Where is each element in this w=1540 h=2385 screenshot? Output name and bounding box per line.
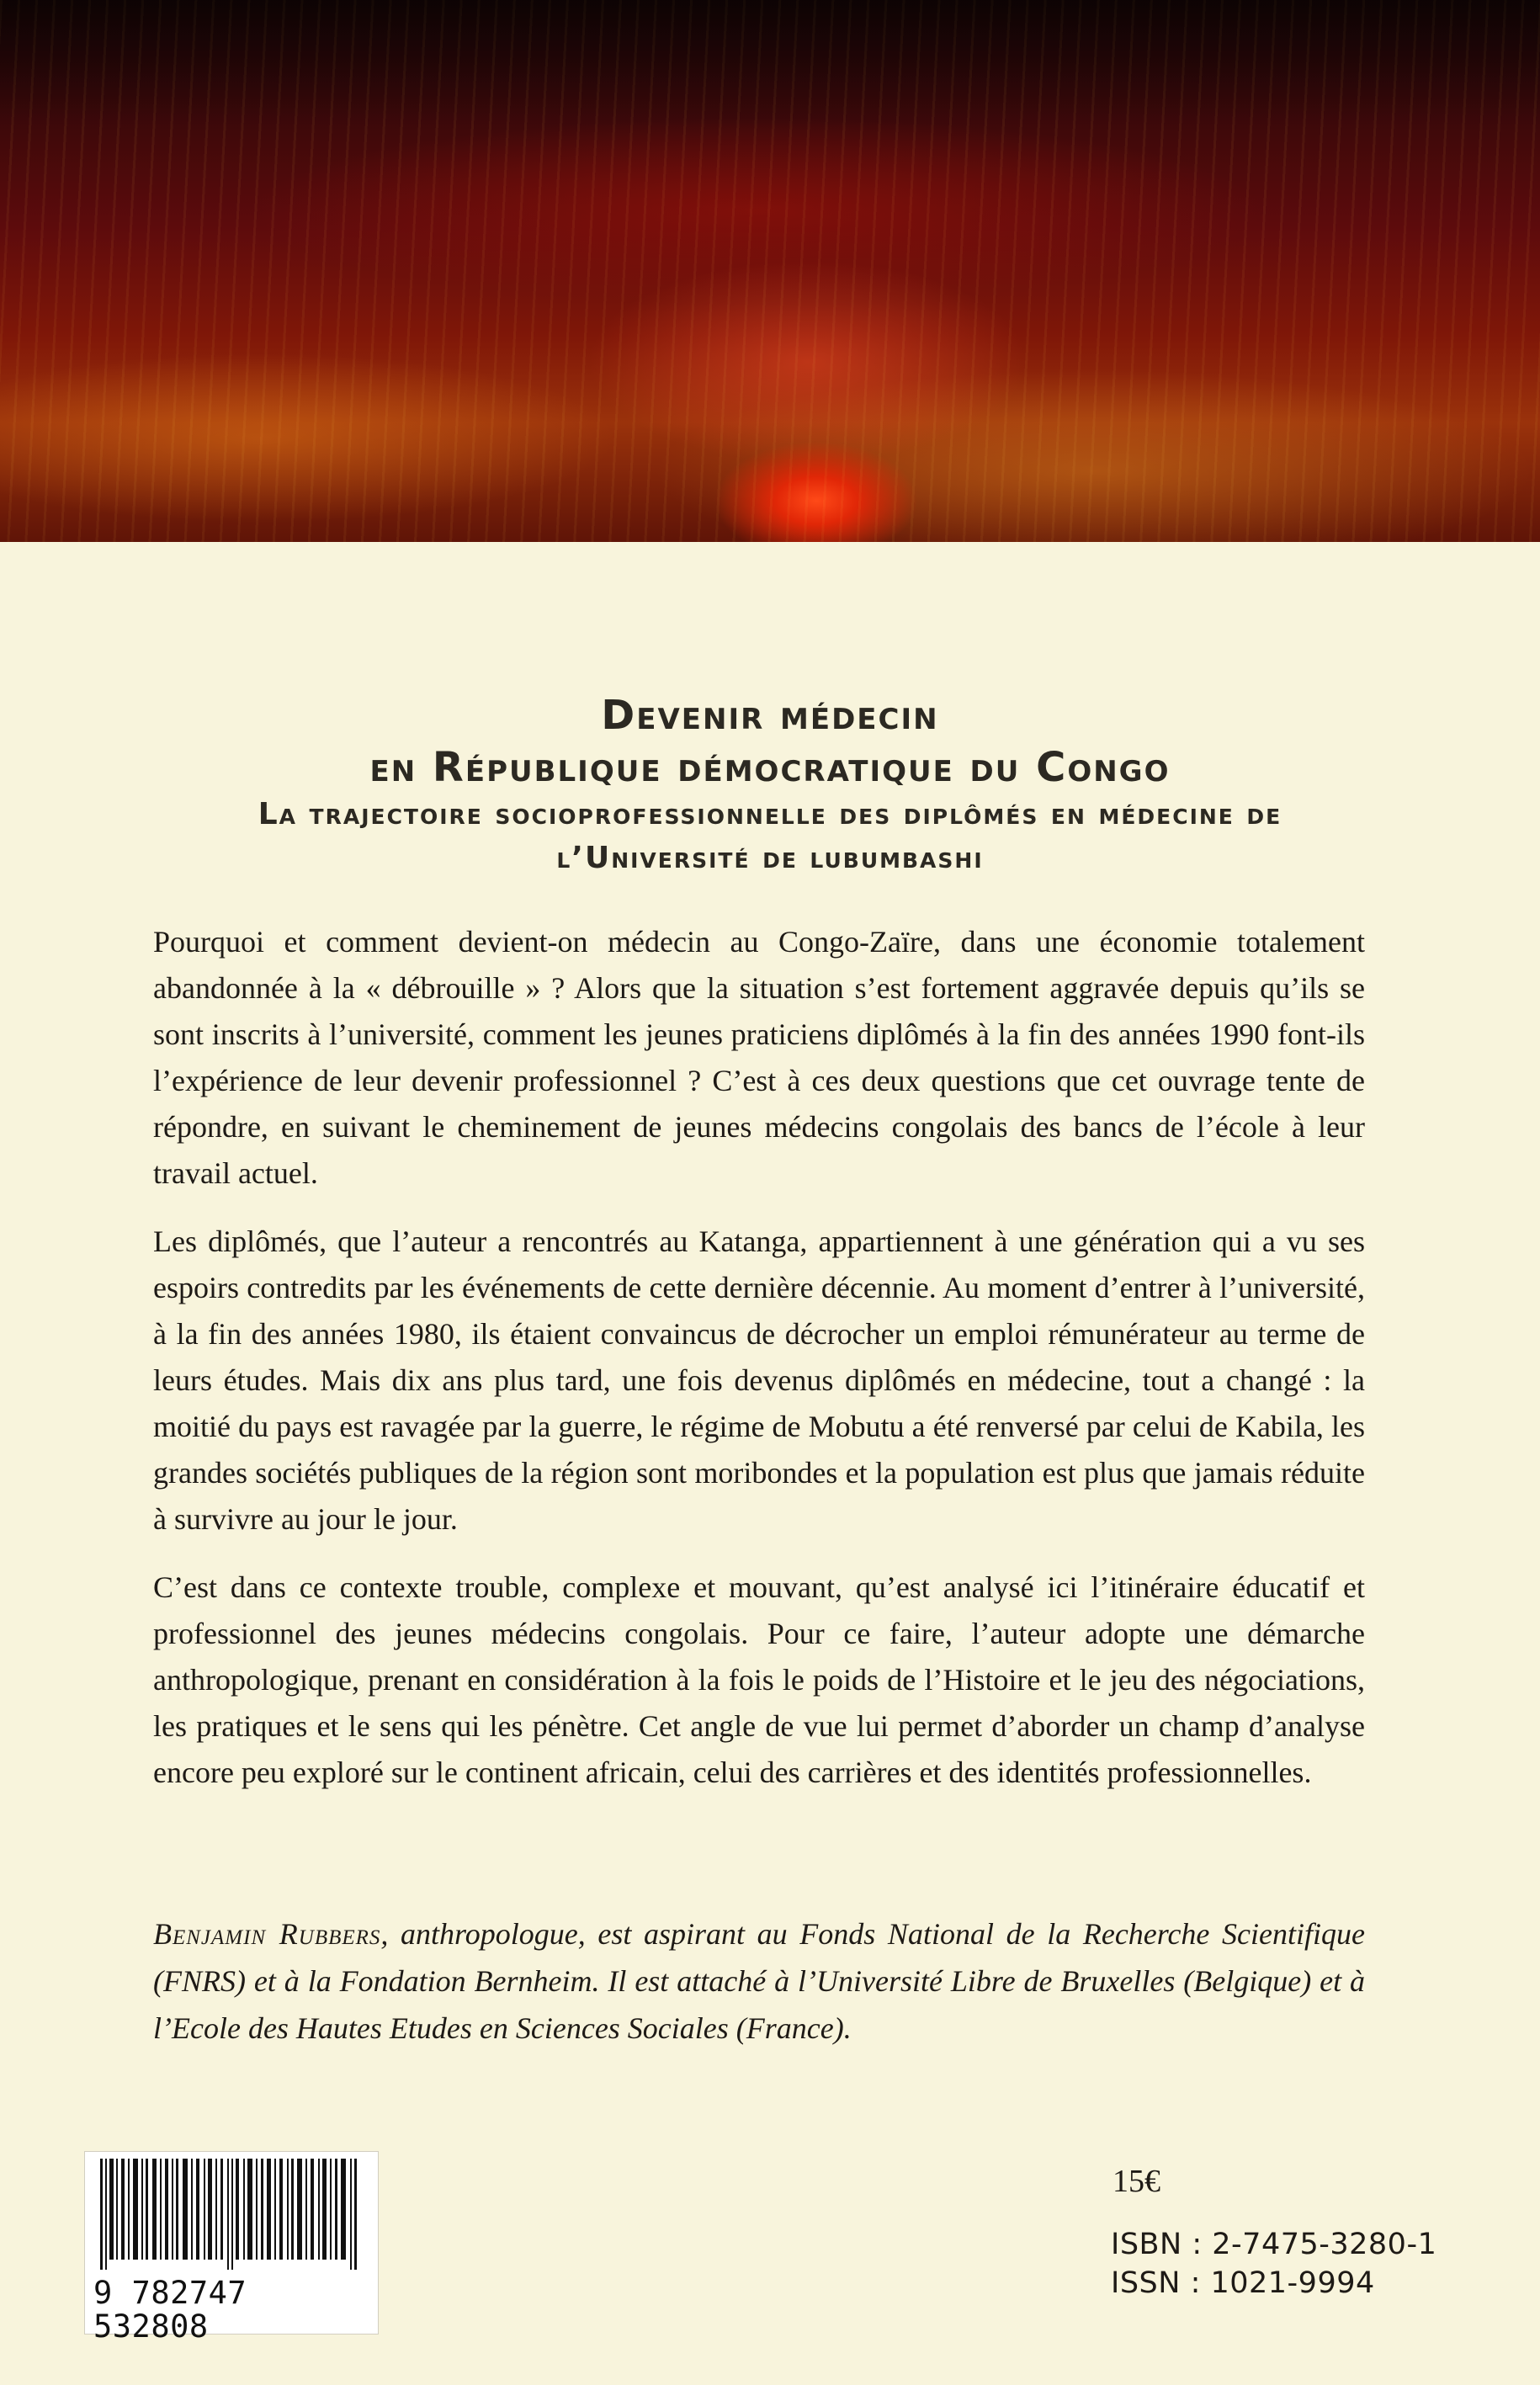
book-description [153, 919, 1365, 1818]
issn: ISSN : 1021-9994 [1111, 2266, 1375, 2300]
description-paragraph-3: C’est dans ce contexte trouble, complexe et mouvant, qu’est analysé ici l’itinéraire éducatif et professionnel des jeunes médecins congolais. Pour ce faire, l’auteur adopte une démarche anthropologique, prenant en considération à la fois le poids de l’Histoire et le jeu des négociations, les pratiques et le sens qui les pénètre. Cet angle de vue lui permet d’aborder un champ d’analyse encore peu exploré sur le continent africain, celui des carrières et des identités professionnelles. [153, 1570, 1365, 1789]
book-subtitle-line-1: La trajectoire socioprofessionnelle des diplômés en médecine de [258, 797, 1282, 831]
description-paragraph-2: Les diplômés, que l’auteur a rencontrés au Katanga, appartiennent à une génération qui a vu ses espoirs contredits par les événements de cette dernière décennie. Au moment d’entrer à l’université, à la fin des années 1980, ils étaient convaincus de décrocher un emploi rémunérateur au terme de leurs études. Mais dix ans plus tard, une fois devenus diplômés en médecine, tout a changé : la moitié du pays est ravagée par la guerre, le régime de Mobutu a été renversé par celui de Kabila, les grandes sociétés publiques de la région sont moribondes et la population est plus que jamais réduite à survivre au jour le jour. [153, 1224, 1365, 1536]
book-title-line-1: Devenir médecin [601, 692, 939, 739]
cover-painting [0, 0, 1540, 542]
isbn: ISBN : 2-7475-3280-1 [1111, 2228, 1437, 2261]
author-biography [153, 1910, 1365, 2052]
price: 15€ [1113, 2164, 1160, 2199]
book-title-block [0, 692, 1540, 879]
barcode-number: 9 782747 532808 [93, 2275, 247, 2345]
barcode [84, 2151, 379, 2345]
book-subtitle-line-2: l’Université de lubumbashi [556, 841, 984, 875]
barcode-icon [95, 2159, 369, 2270]
author-bio-text: , anthropologue, est aspirant au Fonds National de la Recherche Scientifique (FNRS) et à la Fondation Bernheim. Il est attaché à l’Université Libre de Bruxelles (Belgique) et à l’Ecole des Hautes Etudes en Sciences Sociales (France). [153, 1917, 1365, 2045]
book-title-line-2: en République démocratique du Congo [369, 744, 1171, 791]
description-paragraph-1: Pourquoi et comment devient-on médecin au Congo-Zaïre, dans une économie totalement abandonnée à la « débrouille » ? Alors que la situation s’est fortement aggravée depuis qu’ils se sont inscrits à l’université, comment les jeunes praticiens diplômés à la fin des années 1990 font-ils l’expérience de leur devenir professionnel ? C’est à ces deux questions que cet ouvrage tente de répondre, en suivant le cheminement de jeunes médecins congolais des bancs de l’école à leur travail actuel. [153, 925, 1365, 1190]
author-name: Benjamin Rubbers [153, 1917, 381, 1951]
